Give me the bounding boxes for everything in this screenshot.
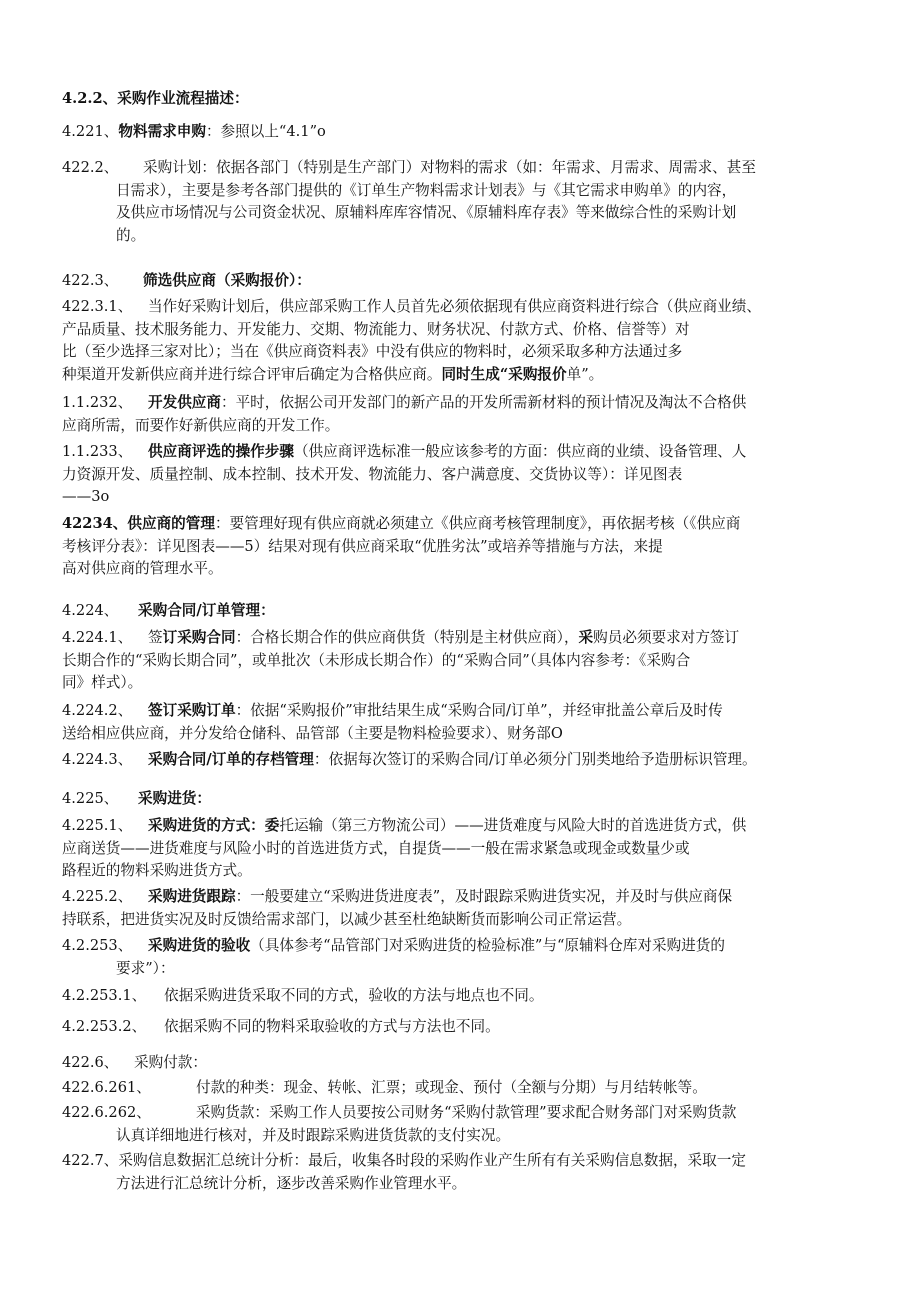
paragraph-line: 及供应市场情况与公司资金状况、原辅料库库容情况、《原辅料库存表》等来做综合性的采购计划 <box>116 204 737 221</box>
section-42234 <box>62 513 854 581</box>
section-422-6 <box>62 1052 854 1075</box>
paragraph-line: 付款的种类：现金、转帐、汇票；或现金、预付（全额与分期）与月结转帐等。 <box>196 1079 707 1096</box>
section-number: 1.1.232、 <box>62 394 133 411</box>
bold-phrase: 同时生成“采购报价 <box>441 365 567 383</box>
section-422-2 <box>62 157 854 247</box>
section-title: 采购进货： <box>138 790 211 807</box>
paragraph-line: 应商所需，而要作好新供应商的开发工作。 <box>62 416 340 434</box>
section-title: 开发供应商 <box>148 394 221 411</box>
section-number: 4.2.253、 <box>62 937 133 954</box>
paragraph-line: （供应商评选标准一般应该参考的方面：供应商的业绩、设备管理、人 <box>293 443 747 460</box>
section-number: 422.6、 <box>62 1054 119 1071</box>
paragraph-line: ：依据“采购报价”审批结果生成“采购合同/订单”，并经审批盖公章后及时传 <box>235 702 723 719</box>
paragraph-line: 比（至少选择三家对比）；当在《供应商资料表》中没有供应的物料时，必须采取多种方法通过多 <box>62 343 683 360</box>
section-4-225-2 <box>62 886 854 931</box>
section-number: 42234、 <box>62 515 128 532</box>
paragraph-line-end: 单”。 <box>566 365 604 383</box>
paragraph-line: 产品质量、技术服务能力、开发能力、交期、物流能力、财务状况、付款方式、价格、信誉等）对 <box>62 320 690 338</box>
paragraph-line: ：平时，依据公司开发部门的新产品的开发所需新材料的预计情况及淘汰不合格供 <box>220 394 747 411</box>
paragraph-line: 路程近的物料采购进货方式。 <box>62 862 252 879</box>
section-title: 采购进货的方式：委 <box>148 817 280 834</box>
section-4-221 <box>62 121 854 144</box>
section-title: 物料需求申购 <box>118 123 206 140</box>
section-number: 422.3、 <box>62 272 119 289</box>
section-title: 供应商评选的操作步骤 <box>148 443 294 460</box>
section-number: 4.224.2、 <box>62 702 133 719</box>
section-title: 采购合同/订单的存档管理 <box>148 751 314 768</box>
paragraph-line: ：要管理好现有供应商就必须建立《供应商考核管理制度》，再依据考核（《供应商 <box>214 515 741 532</box>
section-number: 4.225、 <box>62 790 119 807</box>
paragraph-line: ——3o <box>62 488 110 505</box>
paragraph-line: 日需求），主要是参考各部门提供的《订单生产物料需求计划表》与《其它需求申购单》的内容， <box>116 181 737 199</box>
section-number: 422.3.1、 <box>62 298 133 315</box>
section-number: 4.221、 <box>62 123 119 140</box>
section-422-6-262 <box>62 1102 854 1147</box>
section-title: 筛选供应商（采购报价）： <box>143 272 311 289</box>
section-4-224 <box>62 600 854 623</box>
title-prefix: 签 <box>148 629 163 646</box>
section-number: 4.224.1、 <box>62 629 133 646</box>
paragraph-line: ：合格长期合作的供应商供货（特别是主材供应商）， <box>235 629 579 646</box>
paragraph-line: 长期合作的“采购长期合同”，或单批次（未形成长期合作）的“采购合同”（具体内容参考：《采购合 <box>62 651 691 669</box>
section-422-6-261 <box>62 1077 854 1100</box>
paragraph-line: 依据采购进货采取不同的方式，验收的方法与地点也不同。 <box>164 987 544 1004</box>
section-number: 422.6.262、 <box>62 1104 151 1121</box>
paragraph-line: 应商送货——进货难度与风险小时的首选进货方式，自提货——一般在需求紧急或现金或数量少或 <box>62 839 690 857</box>
paragraph-line: 采购信息数据汇总统计分析：最后，收集各时段的采购作业产生所有有关采购信息数据，采取一定 <box>118 1152 746 1169</box>
section-number: 422.6.261、 <box>62 1079 151 1096</box>
section-4-225 <box>62 788 854 811</box>
paragraph-line: 要求”）： <box>116 959 175 977</box>
paragraph-line: 力资源开发、质量控制、成本控制、技术开发、物流能力、客户满意度、交货协议等）：详见图表 <box>62 465 683 483</box>
paragraph-line: ：一般要建立“采购进货进度表”，及时跟踪采购进货实况，并及时与供应商保 <box>235 888 733 905</box>
paragraph-line: 当作好采购计划后，供应部采购工作人员首先必须依据现有供应商资料进行综合（供应商业绩、 <box>148 298 761 315</box>
paragraph-line: 送给相应供应商，并分发给仓储科、品管部（主要是物料检验要求）、财务部O <box>62 724 563 742</box>
section-422-3 <box>62 270 854 293</box>
section-text: ：参照以上“4.1”o <box>205 123 326 140</box>
paragraph-line: 认真详细地进行核对，并及时跟踪采购进货货款的支付实况。 <box>116 1126 511 1144</box>
section-number: 1.1.233、 <box>62 443 133 460</box>
paragraph-line-end: 购员必须要求对方签订 <box>593 629 740 646</box>
section-number: 4.225.1、 <box>62 817 133 834</box>
paragraph-line: 采购计划：依据各部门（特别是生产部门）对物料的需求（如：年需求、月需求、周需求、甚至 <box>143 159 756 176</box>
section-title: 采购进货跟踪 <box>148 888 236 905</box>
paragraph-line: ：依据每次签订的采购合同/订单必须分门别类地给予造册标识管理。 <box>313 751 757 768</box>
paragraph-line: 托运输（第三方物流公司）——进货难度与风险大时的首选进货方式，供 <box>279 817 747 834</box>
section-title: 签订采购订单 <box>148 702 236 719</box>
section-number: 4.225.2、 <box>62 888 133 905</box>
section-number: 422.2、 <box>62 159 119 176</box>
paragraph-line: （具体参考“品管部门对采购进货的检验标准”与“原辅料仓库对采购进货的 <box>250 937 725 954</box>
section-number: 4.224、 <box>62 602 119 619</box>
section-4-2-253-1 <box>62 985 854 1008</box>
section-number: 4.2.2、 <box>62 90 118 107</box>
section-4-2-253 <box>62 935 854 980</box>
paragraph-line: 采购货款：采购工作人员要按公司财务“采购付款管理”要求配合财务部门对采购货款 <box>196 1104 737 1121</box>
section-number: 4.224.3、 <box>62 751 133 768</box>
section-title: 供应商的管理 <box>127 515 215 532</box>
section-4-225-1 <box>62 815 854 883</box>
section-4-2-2 <box>62 88 854 111</box>
paragraph-line: 考核评分表》：详见图表——5）结果对现有供应商采取“优胜劣汰”或培养等措施与方法，来提 <box>62 537 663 555</box>
section-number: 422.7、 <box>62 1152 119 1169</box>
section-title: 采购作业流程描述： <box>117 90 249 107</box>
paragraph-line: 方法进行汇总统计分析，逐步改善采购作业管理水平。 <box>116 1174 467 1192</box>
section-4-224-2 <box>62 700 854 745</box>
section-422-7 <box>62 1150 854 1195</box>
section-title: 采购合同/订单管理： <box>138 602 275 619</box>
paragraph-line: 的。 <box>116 226 146 244</box>
section-number: 4.2.253.1、 <box>62 987 147 1004</box>
paragraph-line: 高对供应商的管理水平。 <box>62 560 223 577</box>
section-title: 订采购合同 <box>162 629 236 646</box>
paragraph-line: 依据采购不同的物料采取验收的方式与方法也不同。 <box>164 1018 500 1035</box>
bold-char: 采 <box>578 629 594 646</box>
section-title: 采购进货的验收 <box>148 937 251 954</box>
section-4-2-253-2 <box>62 1016 854 1039</box>
section-1-1-233 <box>62 441 854 509</box>
section-1-1-232 <box>62 392 854 437</box>
section-title: 采购付款： <box>134 1054 207 1071</box>
section-4-224-1 <box>62 627 854 695</box>
paragraph-line: 同》样式）。 <box>62 674 143 691</box>
section-422-3-1 <box>62 296 854 386</box>
section-4-224-3 <box>62 749 854 772</box>
paragraph-line: 持联系，把进货实况及时反馈给需求部门，以减少甚至杜绝缺断货而影响公司正常运营。 <box>62 910 632 928</box>
section-number: 4.2.253.2、 <box>62 1018 147 1035</box>
paragraph-line: 种渠道开发新供应商并进行综合评审后确定为合格供应商。 <box>62 365 442 383</box>
